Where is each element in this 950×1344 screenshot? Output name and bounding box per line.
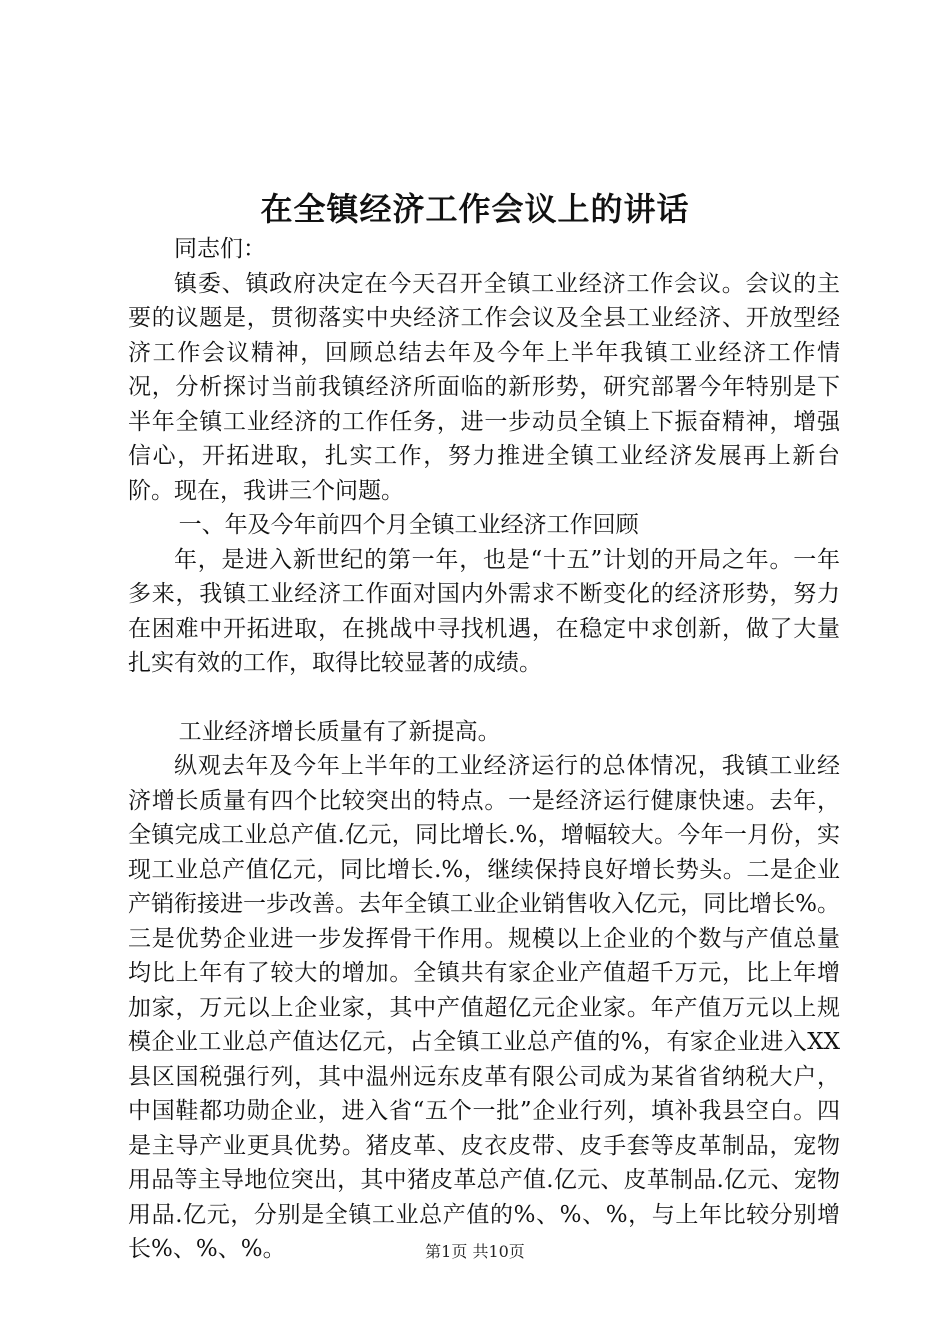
document-body — [128, 232, 840, 1267]
body-paragraph-features: 纵观去年及今年上半年的工业经济运行的总体情况，我镇工业经济增长质量有四个比较突出的特点。一是经济运行健康快速。去年，全镇完成工业总产值.亿元，同比增长.%，增幅较大。今年一月份，实现工业总产值亿元，同比增长.%，继续保持良好增长势头。二是企业产销衔接进一步改善。去年全镇工业企业销售收入亿元，同比增长%。三是优势企业进一步发挥骨干作用。规模以上企业的个数与产值总量均比上年有了较大的增加。全镇共有家企业产值超千万元，比上年增加家，万元以上企业家，其中产值超亿元企业家。年产值万元以上规模企业工业总产值达亿元，占全镇工业总产值的%，有家企业进入XX县区国税强行列，其中温州远东皮革有限公司成为某省省纳税大户，中国鞋都功勋企业，进入省“五个一批”企业行列，填补我县空白。四是主导产业更具优势。猪皮革、皮衣皮带、皮手套等皮革制品，宠物用品等主导地位突出，其中猪皮革总产值.亿元、皮革制品.亿元、宠物用品.亿元，分别是全镇工业总产值的%、%、%，与上年比较分别增长%、%、%。 — [128, 753, 840, 1262]
body-paragraph-intro: 镇委、镇政府决定在今天召开全镇工业经济工作会议。会议的主要的议题是，贯彻落实中央经济工作会议及全县工业经济、开放型经济工作会议精神，回顾总结去年及今年上半年我镇工业经济工作情况，分析探讨当前我镇经济所面临的新形势，研究部署今年特别是下半年全镇工业经济的工作任务，进一步动员全镇上下振奋精神，增强信心，开拓进取，扎实工作，努力推进全镇工业经济发展再上新台阶。现在，我讲三个问题。 — [128, 270, 840, 504]
document-title: 在全镇经济工作会议上的讲话 — [260, 190, 690, 228]
section-heading-review: 一、年及今年前四个月全镇工业经济工作回顾 — [178, 512, 639, 538]
subsection-heading-quality: 工业经济增长质量有了新提高。 — [178, 718, 501, 745]
page-number-footer: 第1页 共10页 — [425, 1242, 525, 1261]
body-paragraph-year: 年，是进入新世纪的第一年，也是“十五”计划的开局之年。一年多来，我镇工业经济工作面对国内外需求不断变化的经济形势，努力在困难中开拓进取，在挑战中寻找机遇，在稳定中求创新，做了大量扎实有效的工作，取得比较显著的成绩。 — [128, 546, 840, 676]
salutation: 同志们： — [174, 236, 266, 262]
